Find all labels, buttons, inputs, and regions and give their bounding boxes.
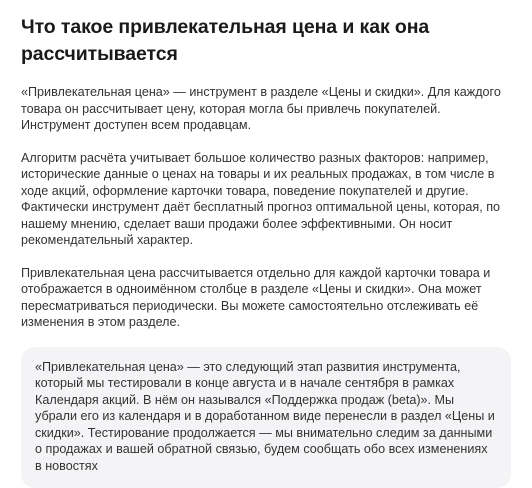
info-note-text: «Привлекательная цена» — это следующий этап развития инструмента, который мы тестировали в конце августа и в начале сентября в рамках Календаря акций. В нём он назывался «Поддержка продаж (beta)». Мы убрали его из календаря и в доработанном виде перенесли в раздел «Цены и скидки». Тестирование продолжается — мы внимательно следим за данными о продажах и вашей обратной связью, будем сообщать обо всех изменениях в новостях bbox=[35, 359, 497, 475]
paragraph-algorithm: Алгоритм расчёта учитывает большое количество разных факторов: например, исторические данные о ценах на товары и их реальных продажах, в том числе в ходе акций, оформление карточки товара, поведение покупателей и другие. Фактически инструмент даёт бесплатный прогноз оптимальной цены, которая, по нашему мнению, сделает ваши продажи более эффективными. Он носит рекомендательный характер. bbox=[21, 150, 511, 249]
paragraph-calculation: Привлекательная цена рассчитывается отдельно для каждой карточки товара и отображается в одноимённом столбце в разделе «Цены и скидки». Она может пересматриваться периодически. Вы можете самостоятельно отслеживать её изменения в этом разделе. bbox=[21, 265, 511, 331]
info-note-box bbox=[21, 347, 511, 488]
article-title: Что такое привлекательная цена и как она рассчитывается bbox=[21, 14, 511, 68]
paragraph-intro: «Привлекательная цена» — инструмент в разделе «Цены и скидки». Для каждого товара он рассчитывает цену, которая могла бы привлечь покупателей. Инструмент доступен всем продавцам. bbox=[21, 84, 511, 134]
